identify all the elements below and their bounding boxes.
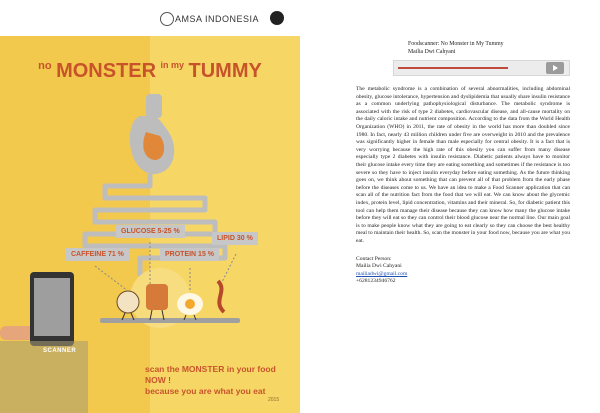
tablet-screen: [34, 278, 70, 336]
audio-player[interactable]: [393, 60, 570, 76]
title-main: MONSTER: [56, 60, 157, 82]
title-mid: in my: [160, 60, 185, 70]
title-end: TUMMY: [188, 60, 262, 82]
play-icon[interactable]: [546, 62, 564, 74]
page-header: [0, 0, 300, 36]
poster-tagline: [145, 364, 295, 397]
contact-email-link[interactable]: mailiadwi@gmail.com: [356, 270, 408, 277]
tagline-line-2: because you are what you eat: [145, 386, 266, 396]
foodscanner-line: Foodscanner: No Monster in My Tummy: [408, 41, 504, 47]
food-tray: [100, 318, 240, 323]
title-pre: no: [38, 60, 52, 72]
egg-yolk: [185, 299, 195, 309]
contact-phone: +6281234946762: [356, 278, 396, 285]
scanner-label: SCANNER: [43, 348, 77, 354]
contact-name: Mailia Dwi Cahyani: [356, 263, 402, 270]
article-body: The metabolic syndrome is a combination of several abnormalities, including abdominal obesity, glucose intolerance, hypertension and dyslipidemia that usually share insulin resistance as a common underlying pathophysiological disturbance. The metabolic syndrome is associated with the risk of type 2 diabetes, cardiovascular disease, and all-cause mortality on the daily caloric intake and nutrient composition. According to the data from the World Health Organization (WHO) in 2011, the rate of obesity in the world has more than doubled since 1980. In fact, nearly 43 million children under five are overweight in 2010 and the prevalence was significantly higher in female than male especially for central obesity. It is a fact that is very worrying because the high rate of this obesity you can suffer from many disease especially type 2 diabetes with insulin resistance. Diabetic patients always have to monitor their glucose intake every time they are eating something and sometimes if the resistance is too severe so they have to inject insulin everyday before eating something. As the future thinking goes on, we think about something that can prevent all of that problem from the early phase before the diseases come to us. We have an idea to make a Food Scanner application that can scan all of the nutrition fact from the food that we will eat. We can know about the glycemic index, protein level, lipid concentration, vitamins and their mineral. So, for diabetic patient this tool can help them manage their disease because they can know how many the glucose intake before they will eat so they can control their blood glucose near the normal line. Our main goal is to make people know what they are going to eat clearly so they can choose the best healthy meal to maintain their health. So, scan the monster in your food now, because you are what you eat.: [356, 86, 571, 244]
audio-progress[interactable]: [398, 67, 508, 69]
author-name: Mailia Dwi Cahyani: [408, 49, 456, 55]
tagline-line-1: scan the MONSTER in your food NOW !: [145, 364, 276, 385]
page-number: 2015: [268, 397, 280, 403]
brand-logo-text: AMSA INDONESIA: [175, 14, 260, 24]
badge-icon: [270, 11, 284, 25]
toast-character: [146, 284, 168, 310]
poster: [0, 36, 300, 413]
contact-label: Contact Person:: [356, 256, 392, 262]
tag-protein: PROTEIN 15 %: [160, 248, 219, 261]
bacon-character: [218, 281, 224, 312]
tag-caffeine: CAFFEINE 71 %: [66, 248, 129, 261]
coffee-cup-character: [117, 291, 139, 313]
crest-icon: [160, 12, 174, 26]
contact-block: [356, 256, 556, 286]
tag-glucose: GLUCOSE 5-25 %: [116, 225, 185, 238]
esophagus-shape: [146, 94, 162, 118]
tag-lipid: LIPID 30 %: [212, 232, 258, 245]
